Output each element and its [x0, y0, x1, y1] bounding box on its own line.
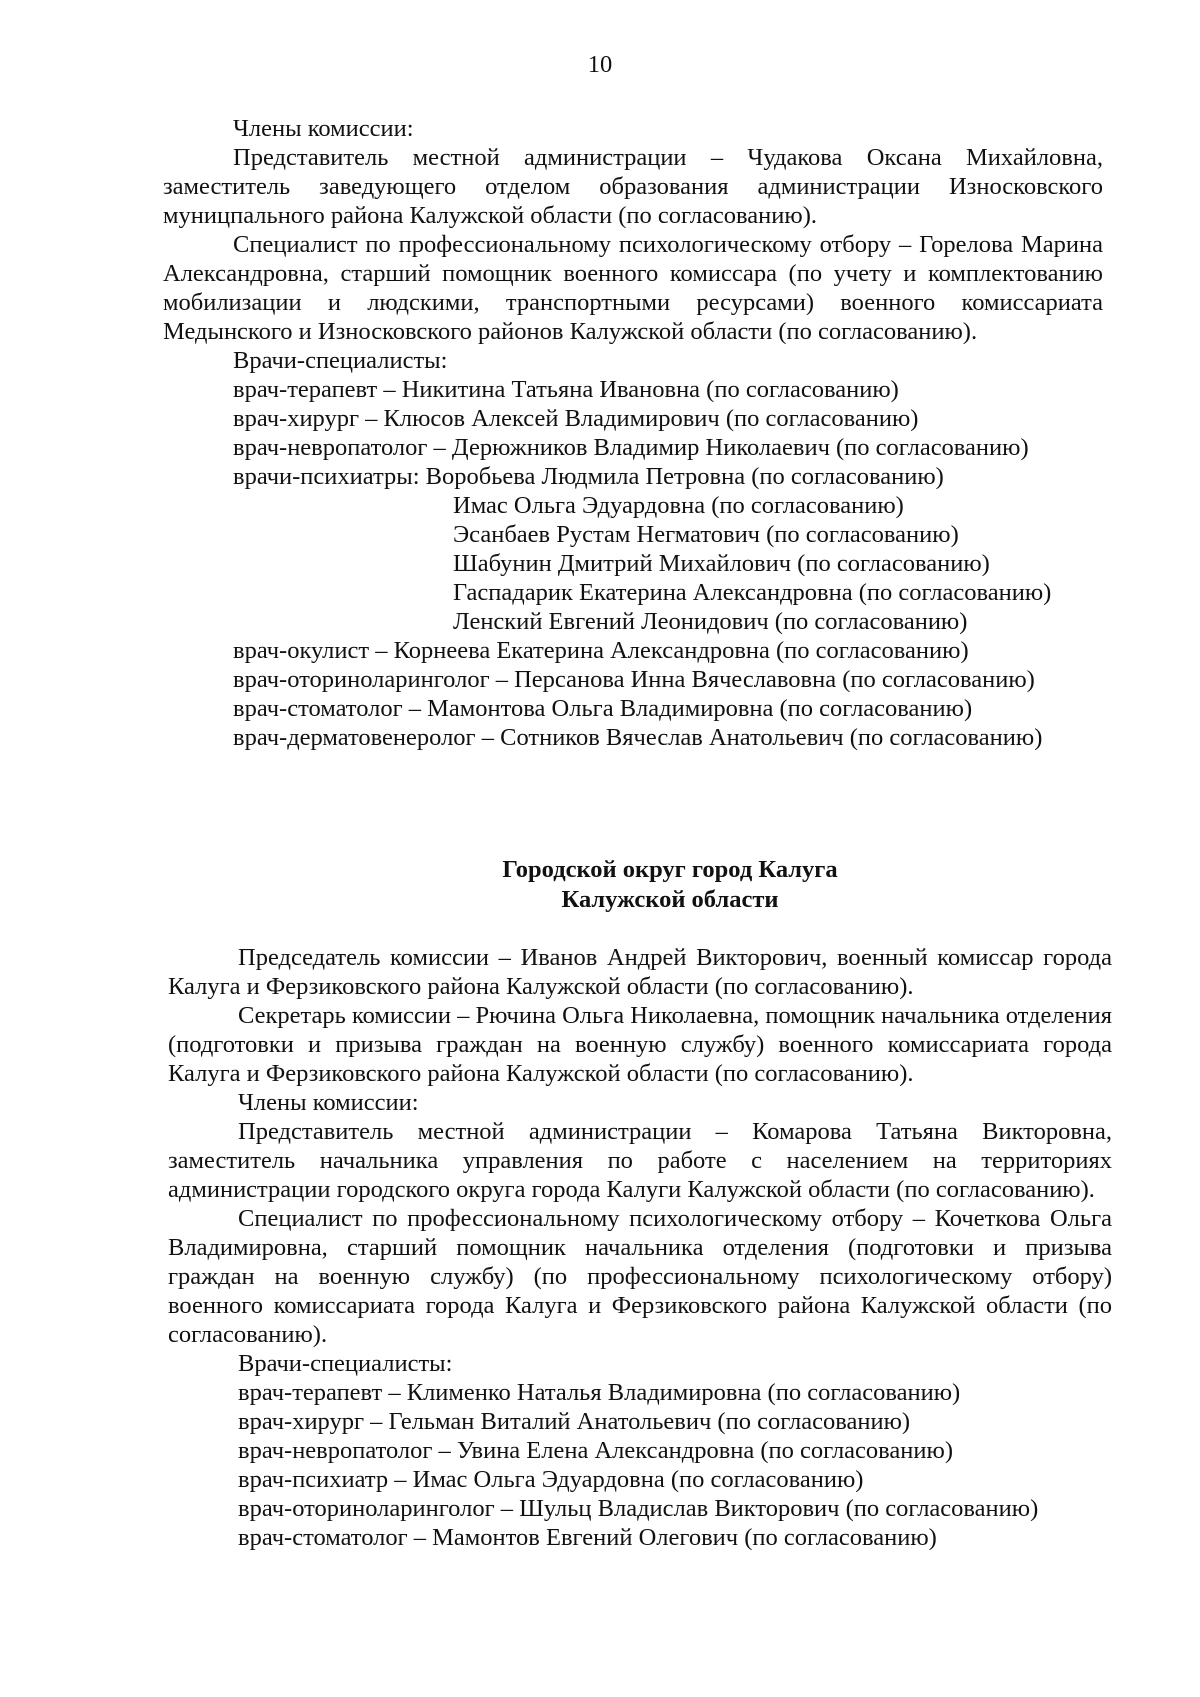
section-heading-kaluga [0, 855, 1200, 915]
doctor-line: врач-терапевт – Никитина Татьяна Ивановна (по согласованию) [233, 376, 899, 403]
doctor-line: врач-хирург – Клюсов Алексей Владимирович (по согласованию) [233, 405, 919, 432]
admin-representative: Представитель местной администрации – Комарова Татьяна Викторовна, заместитель начальника управления по работе с населением на территориях администрации городского округа города Калуги Калужской области (по согласованию). [168, 1118, 1112, 1203]
page-number: 10 [587, 51, 613, 78]
commission-section-kaluga [168, 943, 1112, 1552]
doctor-line: врач-стоматолог – Мамонтова Ольга Владимировна (по согласованию) [233, 695, 973, 722]
chairman: Председатель комиссии – Иванов Андрей Викторович, военный комиссар города Калуга и Ферзиковского района Калужской области (по согласованию). [168, 944, 1112, 1000]
psychiatrist-line: Шабунин Дмитрий Михайлович (по согласованию) [453, 550, 990, 577]
psychiatrist-line: Гаспадарик Екатерина Александровна (по согласованию) [453, 579, 1052, 606]
members-label: Члены комиссии: [238, 1089, 419, 1116]
doctor-line: врач-терапевт – Клименко Наталья Владимировна (по согласованию) [238, 1379, 961, 1406]
doctor-line: врач-окулист – Корнеева Екатерина Александровна (по согласованию) [233, 637, 969, 664]
psychiatrist-line: Имас Ольга Эдуардовна (по согласованию) [453, 492, 904, 519]
psych-specialist: Специалист по профессиональному психологическому отбору – Кочеткова Ольга Владимировна, старший помощник начальника отделения (подготовки и призыва граждан на военную службу) (по профессиональному психологическому отбору) военного комиссариата города Калуга и Ферзиковского района Калужской области (по согласованию). [168, 1205, 1112, 1348]
doctor-line: врач-психиатр – Имас Ольга Эдуардовна (по согласованию) [238, 1466, 864, 1493]
doctor-line: врач-дерматовенеролог – Сотников Вячеслав Анатольевич (по согласованию) [233, 724, 1043, 751]
psych-specialist: Специалист по профессиональному психологическому отбору – Горелова Марина Александровна, старший помощник военного комиссара (по учету и комплектованию мобилизации и людскими, транспортными ресурсами) военного комиссариата Медынского и Износковского районов Калужской области (по согласованию). [163, 231, 1103, 345]
secretary: Секретарь комиссии – Рючина Ольга Николаевна, помощник начальника отделения (подготовки и призыва граждан на военную службу) военного комиссариата города Калуга и Ферзиковского района Калужской области (по согласованию). [168, 1002, 1112, 1087]
doctor-line: врач-невропатолог – Дерюжников Владимир Николаевич (по согласованию) [233, 434, 1029, 461]
doctors-label: Врачи-специалисты: [233, 347, 448, 374]
doctor-line: врачи-психиатры: Воробьева Людмила Петровна (по согласованию) [233, 463, 944, 490]
psychiatrist-line: Эсанбаев Рустам Негматович (по согласованию) [453, 521, 959, 548]
doctor-line: врач-оториноларинголог – Шульц Владислав Викторович (по согласованию) [238, 1495, 1039, 1522]
commission-section-iznoskovsky [163, 114, 1103, 752]
heading-line-2: Калужской области [561, 886, 779, 913]
members-label: Члены комиссии: [233, 115, 414, 142]
heading-line-1: Городской округ город Калуга [502, 856, 838, 883]
admin-representative: Представитель местной администрации – Чудакова Оксана Михайловна, заместитель заведующего отделом образования администрации Износковского муницпального района Калужской области (по согласованию). [163, 144, 1103, 229]
doctor-line: врач-оториноларинголог – Персанова Инна Вячеславовна (по согласованию) [233, 666, 1035, 693]
doctor-line: врач-хирург – Гельман Виталий Анатольевич (по согласованию) [238, 1408, 911, 1435]
doctors-label: Врачи-специалисты: [238, 1350, 453, 1377]
doctor-line: врач-стоматолог – Мамонтов Евгений Олегович (по согласованию) [238, 1524, 937, 1551]
doctor-line: врач-невропатолог – Увина Елена Александровна (по согласованию) [238, 1437, 953, 1464]
psychiatrist-line: Ленский Евгений Леонидович (по согласованию) [453, 608, 968, 635]
